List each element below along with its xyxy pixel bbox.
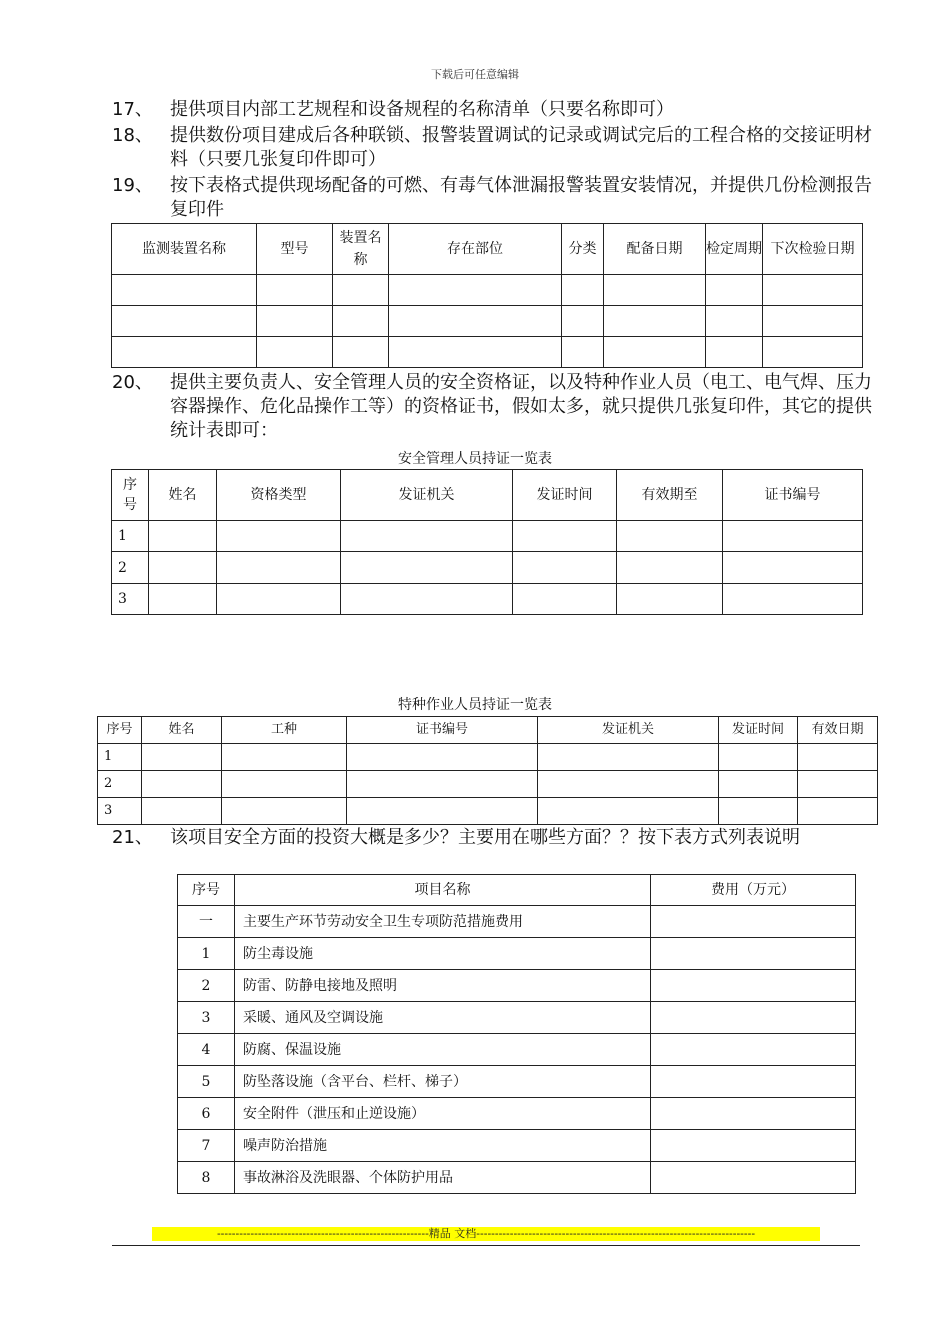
table-row [178, 1002, 856, 1034]
col-header: 装置名称 [333, 224, 389, 275]
col-header: 发证时间 [513, 470, 617, 521]
table-caption: 特种作业人员持证一览表 [398, 697, 552, 713]
item-name: 事故淋浴及洗眼器、个体防护用品 [235, 1162, 651, 1194]
table-row [112, 584, 863, 615]
item-name: 防坠落设施（含平台、栏杆、梯子） [235, 1066, 651, 1098]
table-row [178, 1098, 856, 1130]
safety-investment-table [177, 874, 856, 1194]
row-number: 3 [98, 798, 142, 825]
col-header: 发证机关 [341, 470, 513, 521]
item-number: 21、 [112, 827, 153, 848]
row-number: 2 [178, 970, 235, 1002]
col-header: 项目名称 [235, 875, 651, 906]
footer-divider [112, 1245, 860, 1246]
item-19 [112, 174, 872, 222]
table-row [112, 552, 863, 584]
safety-manager-cert-table [111, 469, 863, 615]
col-header: 证书编号 [347, 717, 538, 744]
item-number: 18、 [112, 125, 153, 146]
item-21 [112, 826, 872, 850]
col-header: 序号 [98, 717, 142, 744]
col-header: 序号 [178, 875, 235, 906]
table-row [178, 970, 856, 1002]
item-18 [112, 124, 872, 172]
item-text: 该项目安全方面的投资大概是多少？主要用在哪些方面？？按下表方式列表说明 [170, 827, 800, 848]
col-header: 资格类型 [217, 470, 341, 521]
row-number: 3 [112, 584, 149, 615]
item-name: 安全附件（泄压和止逆设施） [235, 1098, 651, 1130]
table-row [178, 938, 856, 970]
table-row [98, 798, 878, 825]
table-row [178, 1130, 856, 1162]
item-name: 采暖、通风及空调设施 [235, 1002, 651, 1034]
row-number: 7 [178, 1130, 235, 1162]
col-header: 工种 [222, 717, 347, 744]
row-number: 2 [98, 771, 142, 798]
item-text: 按下表格式提供现场配备的可燃、有毒气体泄漏报警装置安装情况，并提供几份检测报告复印件 [170, 175, 872, 220]
col-header: 发证时间 [719, 717, 798, 744]
col-header: 型号 [257, 224, 333, 275]
col-header: 有效日期 [798, 717, 878, 744]
col-header: 监测装置名称 [112, 224, 257, 275]
item-number: 19、 [112, 175, 153, 196]
table-row [112, 306, 863, 337]
footer-banner: ---------------------------------------------------------精品 文档--------------------------------------------------------------------------- [152, 1227, 820, 1241]
row-number: 1 [178, 938, 235, 970]
table-row [112, 337, 863, 368]
table-row [112, 275, 863, 306]
item-number: 17、 [112, 99, 153, 120]
row-number: 3 [178, 1002, 235, 1034]
item-name: 主要生产环节劳动安全卫生专项防范措施费用 [235, 906, 651, 938]
item-name: 防雷、防静电接地及照明 [235, 970, 651, 1002]
col-header: 姓名 [142, 717, 222, 744]
table-row [112, 521, 863, 552]
col-header: 下次检验日期 [763, 224, 863, 275]
row-number: 2 [112, 552, 149, 584]
col-header: 姓名 [149, 470, 217, 521]
special-worker-cert-table [97, 716, 878, 825]
row-number: 1 [98, 744, 142, 771]
col-header: 序号 [112, 470, 149, 521]
table-row [178, 1162, 856, 1194]
table-row [98, 744, 878, 771]
col-header: 配备日期 [604, 224, 706, 275]
page-header: 下载后可任意编辑 [431, 68, 519, 81]
row-number: 8 [178, 1162, 235, 1194]
col-header: 检定周期 [706, 224, 763, 275]
row-number: 4 [178, 1034, 235, 1066]
col-header: 费用（万元） [651, 875, 856, 906]
col-header: 证书编号 [723, 470, 863, 521]
item-name: 防尘毒设施 [235, 938, 651, 970]
row-number: 一 [178, 906, 235, 938]
item-20 [112, 371, 872, 443]
col-header: 有效期至 [617, 470, 723, 521]
row-number: 1 [112, 521, 149, 552]
item-number: 20、 [112, 372, 153, 393]
row-number: 6 [178, 1098, 235, 1130]
table-row [178, 1066, 856, 1098]
item-text: 提供主要负责人、安全管理人员的安全资格证，以及特种作业人员（电工、电气焊、压力容器操作、危化品操作工等）的资格证书，假如太多，就只提供几张复印件，其它的提供统计表即可： [170, 372, 872, 441]
row-number: 5 [178, 1066, 235, 1098]
item-text: 提供数份项目建成后各种联锁、报警装置调试的记录或调试完后的工程合格的交接证明材料（只要几张复印件即可） [170, 125, 872, 170]
col-header: 分类 [562, 224, 604, 275]
gas-alarm-table [111, 223, 863, 368]
table-row [98, 771, 878, 798]
item-name: 噪声防治措施 [235, 1130, 651, 1162]
col-header: 发证机关 [538, 717, 719, 744]
item-text: 提供项目内部工艺规程和设备规程的名称清单（只要名称即可） [170, 99, 674, 120]
item-17 [112, 98, 872, 122]
table-caption: 安全管理人员持证一览表 [398, 451, 552, 467]
col-header: 存在部位 [389, 224, 562, 275]
table-row [178, 906, 856, 938]
table-row [178, 1034, 856, 1066]
item-name: 防腐、保温设施 [235, 1034, 651, 1066]
